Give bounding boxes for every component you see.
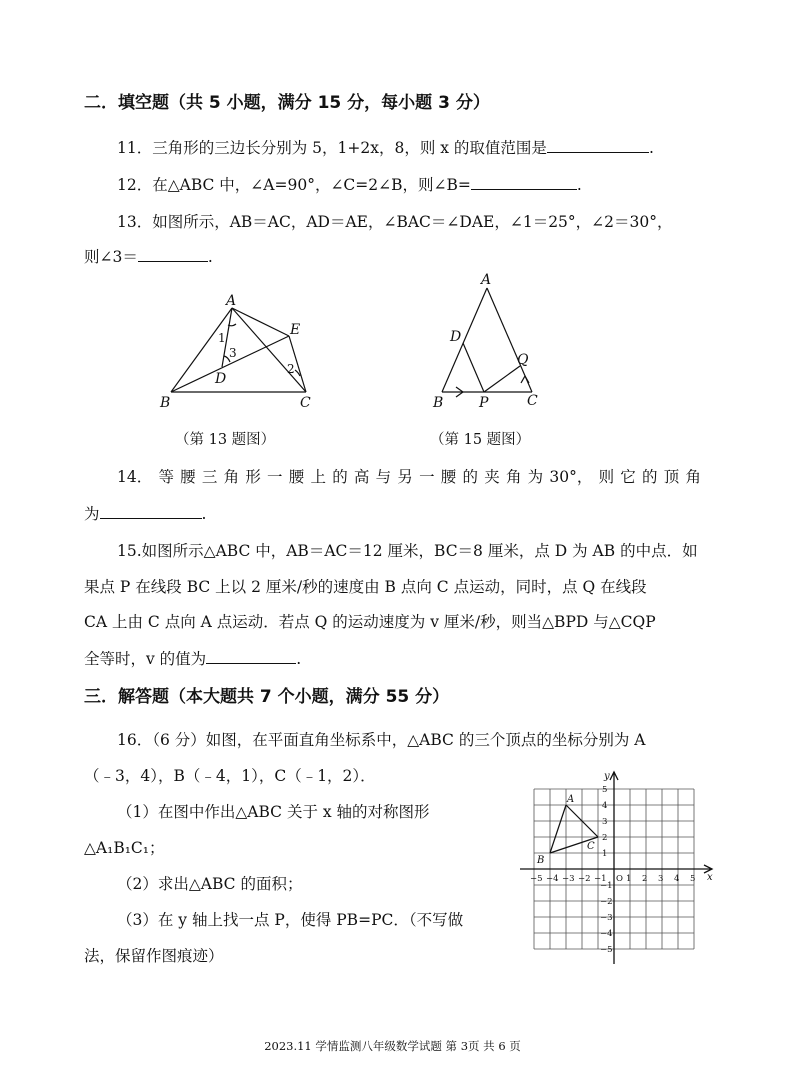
fig13-label-B: B <box>160 395 171 411</box>
fig15-caption: （第 15 题图） <box>430 432 531 448</box>
x-tick-label: 5 <box>690 874 696 884</box>
answer-blank-13[interactable] <box>138 246 208 262</box>
fig13-label-A: A <box>226 293 237 309</box>
q14-char: 与 <box>375 468 392 486</box>
fig13-caption: （第 13 题图） <box>175 432 276 448</box>
answer-blank-12[interactable] <box>471 174 577 190</box>
question-16-part-3a: （3）在 y 轴上找一点 P，使得 PB=PC．（不写做 <box>117 911 464 929</box>
q14-char: 的 <box>332 468 348 486</box>
q14-char: 14． <box>117 468 153 486</box>
triangle-side-BC <box>550 837 598 853</box>
fig13-line-EC <box>289 336 306 392</box>
grid-point-B: B <box>537 855 545 866</box>
q14-char: 顶 <box>663 468 680 486</box>
fig15-line-AB <box>442 288 487 392</box>
question-15-line-1: 15.如图所示△ABC 中，AB＝AC＝12 厘米，BC＝8 厘米，点 D 为 AB 的中点．如 <box>117 542 698 560</box>
q14-char: 形 <box>245 468 261 486</box>
question-16-part-3b: 法，保留作图痕迹） <box>84 947 224 965</box>
grid-point-A: A <box>567 794 575 805</box>
question-16-line-2: （﹣3，4），B（﹣4，1），C（﹣1，2）． <box>84 767 376 785</box>
answer-blank-15[interactable] <box>206 648 296 664</box>
q14-char: 上 <box>310 468 326 486</box>
fig13-line-AC <box>232 308 306 392</box>
question-11-text: 11．三角形的三边长分别为 5，1+2x，8，则 x 的取值范围是 <box>117 139 547 157</box>
x-tick-label: 2 <box>642 874 648 884</box>
q14-char: 高 <box>353 468 370 486</box>
y-tick-label: −2 <box>600 897 613 907</box>
y-tick-label: 4 <box>602 801 608 811</box>
fig15-line-PQ <box>484 366 520 392</box>
question-12-end: . <box>576 176 582 194</box>
fig13-label-D: D <box>215 371 227 387</box>
triangle-side-AC <box>566 805 598 837</box>
x-tick-label: −4 <box>546 874 559 884</box>
x-tick-label: −3 <box>562 874 575 884</box>
q14-char: 的 <box>642 468 658 486</box>
fig13-line-AB <box>171 308 232 392</box>
y-tick-label: 2 <box>602 833 608 843</box>
q14-char: 它 <box>620 468 636 486</box>
q14-char: 一 <box>267 468 283 486</box>
y-axis-arrow-icon <box>610 772 618 780</box>
question-16-line-1: 16．（6 分）如图，在平面直角坐标系中，△ABC 的三个顶点的坐标分别为 A <box>117 731 646 749</box>
fig13-angle-arc-1 <box>228 324 236 326</box>
q14-char: 等 <box>158 468 174 486</box>
question-11 <box>117 137 654 158</box>
grid-label-x: x <box>707 872 713 883</box>
fig15-label-B: B <box>433 395 444 411</box>
fig13-line-BE <box>171 336 289 392</box>
question-12-text: 12．在△ABC 中，∠A=90°，∠C=2∠B，则∠B= <box>117 176 471 194</box>
x-tick-label: −2 <box>578 874 591 884</box>
y-tick-label: −1 <box>600 881 613 891</box>
x-tick-label: −1 <box>594 874 607 884</box>
q14-char: 夹 <box>484 468 500 486</box>
fig13-line-AD <box>222 308 232 367</box>
question-13-line-1: 13．如图所示，AB＝AC，AD＝AE，∠BAC＝∠DAE，∠1＝25°，∠2＝30°， <box>117 213 673 231</box>
x-tick-label: −5 <box>530 874 543 884</box>
q14-char: 腰 <box>180 468 196 486</box>
y-tick-label: 3 <box>602 817 608 827</box>
x-tick-label: 3 <box>658 874 664 884</box>
fig15-label-P: P <box>479 395 489 411</box>
x-tick-label: 4 <box>674 874 680 884</box>
question-14-end: . <box>201 505 207 523</box>
q14-char: 为 <box>527 468 544 486</box>
question-12 <box>117 174 582 195</box>
answer-blank-11[interactable] <box>547 137 649 153</box>
question-14-line-2 <box>84 503 206 524</box>
fig13-label-E: E <box>290 322 301 338</box>
page-footer: 2023.11 学情监测八年级数学试题 第 3页 共 6 页 <box>264 1039 521 1053</box>
q14-char: 一 <box>419 468 435 486</box>
question-15-line-2: 果点 P 在线段 BC 上以 2 厘米/秒的速度由 B 点向 C 点运动，同时，点 Q 在线段 <box>84 578 647 596</box>
question-16-part-1b: △A₁B₁C₁； <box>84 839 165 857</box>
fig13-angle-2: 2 <box>287 362 295 376</box>
q14-char: 腰 <box>288 468 305 486</box>
question-14-prefix: 为 <box>84 505 100 523</box>
q14-char: 30°， <box>549 468 593 486</box>
fig13-angle-arc-3 <box>224 356 230 362</box>
x-tick-label: O <box>616 874 623 884</box>
question-13-end: . <box>207 248 213 266</box>
q14-char: 另 <box>397 468 413 486</box>
q14-char: 则 <box>598 468 615 486</box>
q14-char: 角 <box>685 468 701 486</box>
answer-blank-14[interactable] <box>100 503 202 519</box>
question-13-line-2 <box>84 246 213 267</box>
x-tick-label: 1 <box>626 874 632 884</box>
fig15-label-Q: Q <box>517 352 529 368</box>
q14-char: 角 <box>505 468 522 486</box>
section-heading-solutions: 三．解答题（本大题共 7 个小题，满分 55 分） <box>84 687 450 707</box>
y-tick-label: 1 <box>602 849 608 859</box>
fig15-arrow-BP <box>456 387 463 397</box>
question-16-part-1a: （1）在图中作出△ABC 关于 x 轴的对称图形 <box>117 803 430 821</box>
fig13-angle-arc-2 <box>295 370 300 376</box>
fig15-label-D: D <box>450 329 462 345</box>
section-heading-fill-in: 二．填空题（共 5 小题，满分 15 分，每小题 3 分） <box>84 93 490 113</box>
question-15-prefix: 全等时，v 的值为 <box>84 650 207 668</box>
q14-char: 腰 <box>440 468 457 486</box>
fig15-label-A: A <box>481 272 492 288</box>
grid-label-y: y <box>604 771 610 782</box>
fig15-arrow-CQ <box>521 376 529 383</box>
fig15-line-AC <box>487 288 532 392</box>
fig13-label-C: C <box>300 395 311 411</box>
triangle-side-AB <box>550 805 566 853</box>
y-tick-label: 5 <box>602 785 608 795</box>
question-16-part-2: （2）求出△ABC 的面积； <box>117 875 303 893</box>
q14-char: 的 <box>462 468 479 486</box>
q14-char: 角 <box>223 468 240 486</box>
y-tick-label: −3 <box>600 913 613 923</box>
question-15-line-4 <box>84 648 301 669</box>
y-tick-label: −5 <box>600 945 613 955</box>
question-14-line-1 <box>117 467 701 487</box>
fig15-line-DP <box>463 343 484 392</box>
question-13-prefix: 则∠3＝ <box>84 248 138 266</box>
q14-char: 三 <box>201 468 218 486</box>
fig13-angle-1: 1 <box>218 331 226 345</box>
question-11-end: . <box>648 139 654 157</box>
y-tick-label: −4 <box>600 929 613 939</box>
grid-point-C: C <box>587 841 595 852</box>
fig13-angle-3: 3 <box>229 346 237 360</box>
fig13-line-AE <box>232 308 289 336</box>
question-15-end: . <box>296 650 302 668</box>
fig15-label-C: C <box>527 393 538 409</box>
x-axis-arrow-icon <box>704 865 712 873</box>
question-15-line-3: CA 上由 C 点向 A 点运动．若点 Q 的运动速度为 v 厘米/秒，则当△BPD 与△CQP <box>84 613 656 631</box>
